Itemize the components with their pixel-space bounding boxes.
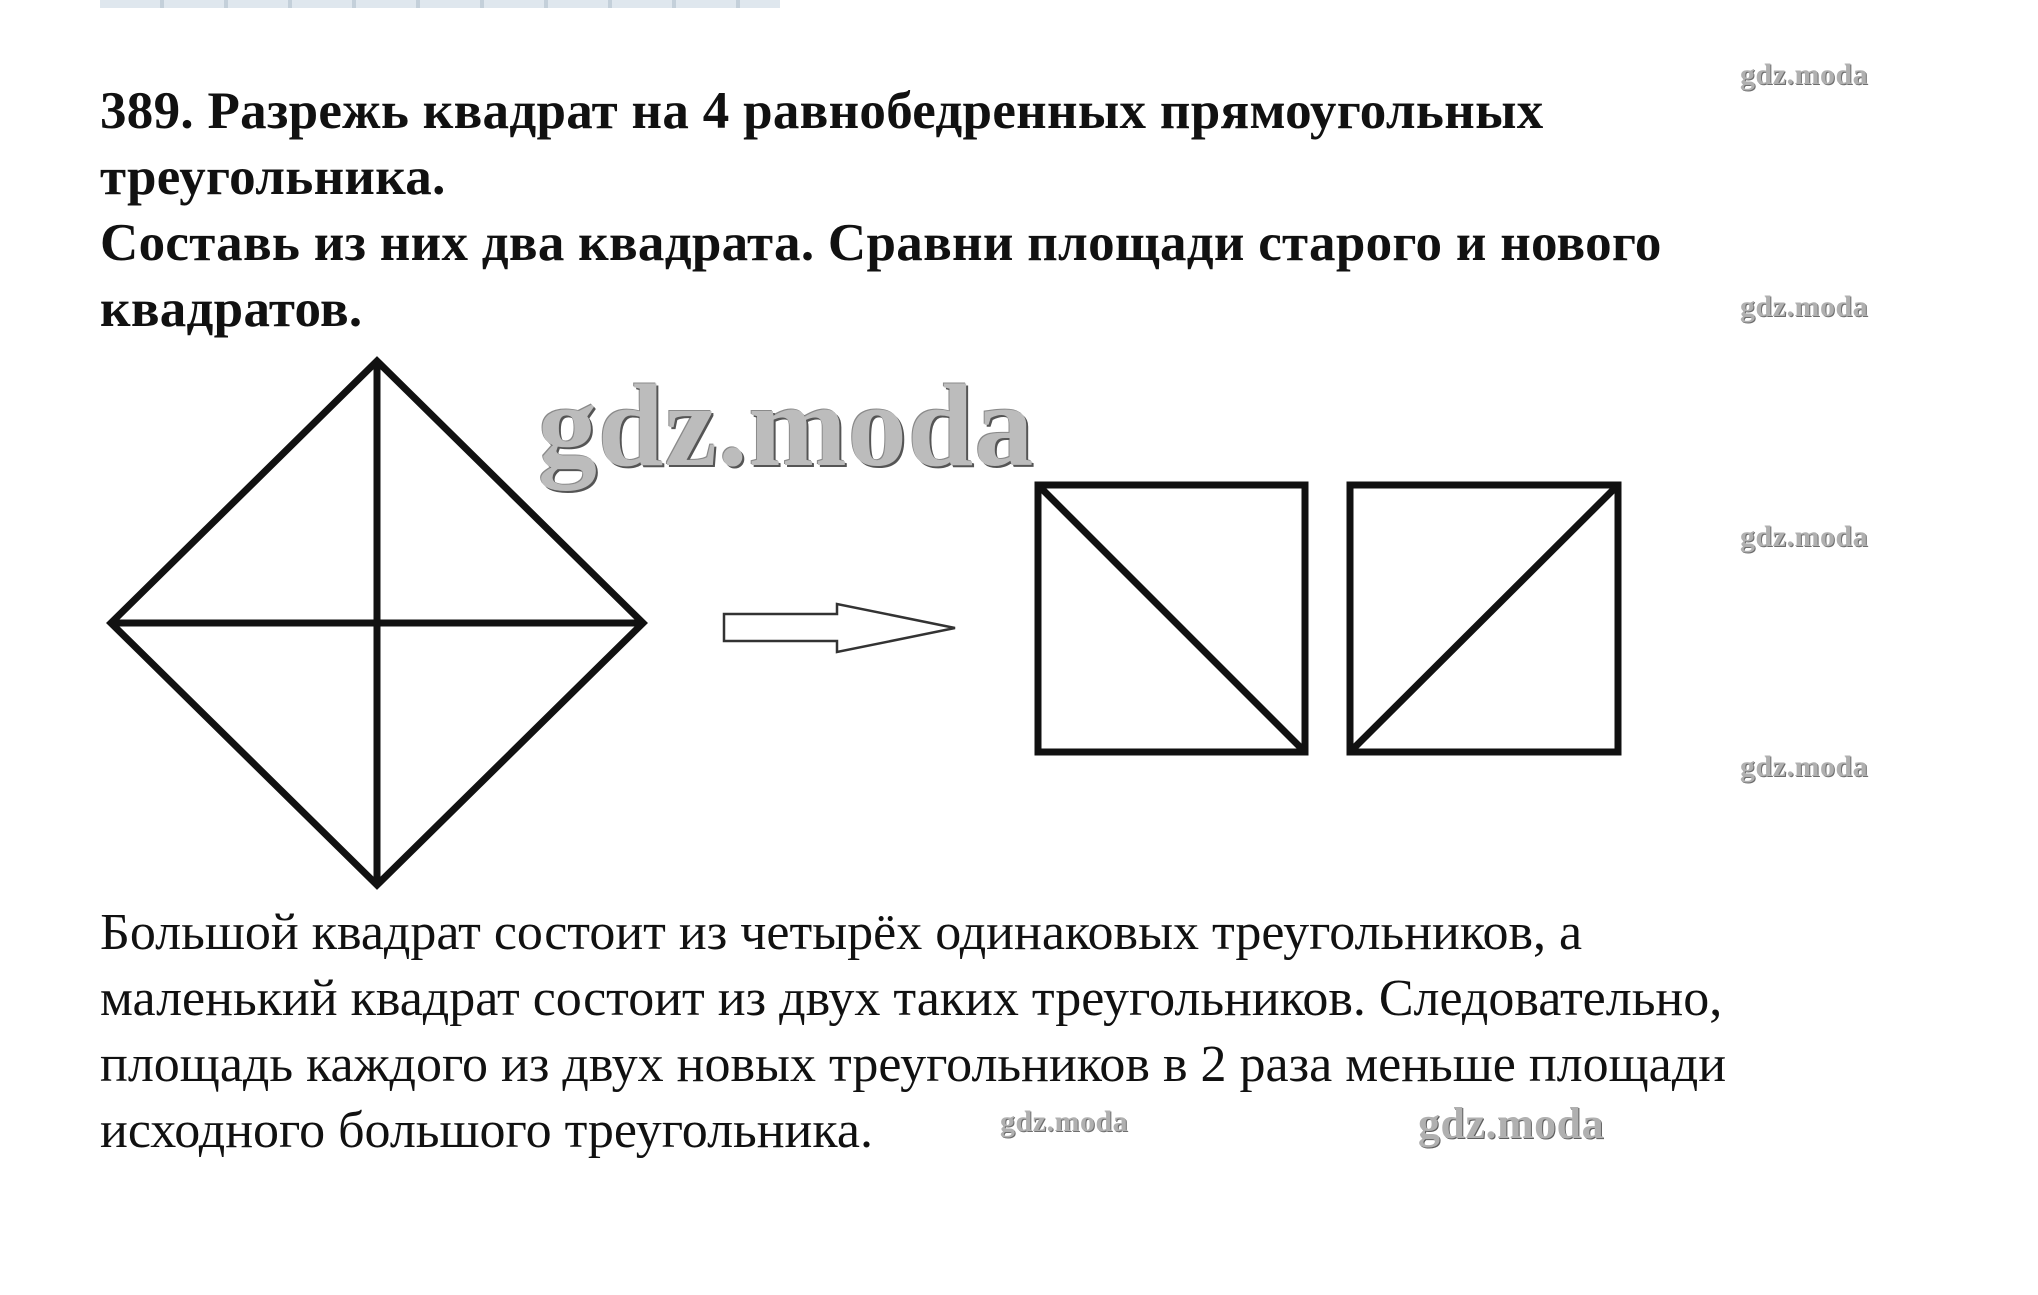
- answer-line-1: Большой квадрат состоит из четырёх одинаковых треугольников, а: [100, 904, 1583, 961]
- small-square-left: [1038, 485, 1305, 752]
- watermark-small-1: gdz.moda: [1740, 58, 1869, 91]
- watermark-medium: gdz.moda: [1418, 1099, 1605, 1148]
- watermark-large: gdz.moda: [538, 360, 1035, 491]
- small-square-right: [1350, 485, 1618, 752]
- watermark-small-3: gdz.moda: [1740, 520, 1869, 553]
- watermark-small-4: gdz.moda: [1740, 750, 1869, 783]
- answer-line-3: площадь каждого из двух новых треугольников в 2 раза меньше площади: [100, 1036, 1727, 1093]
- task-line-1: 389. Разрежь квадрат на 4 равнобедренных прямоугольных: [100, 82, 1544, 140]
- small-square-left-diagonal: [1040, 487, 1303, 750]
- task-line-3: Составь из них два квадрата. Сравни площади старого и нового: [100, 214, 1662, 272]
- answer-line-4: исходного большого треугольника.: [100, 1102, 873, 1159]
- answer-line-2: маленький квадрат состоит из двух таких треугольников. Следовательно,: [100, 970, 1723, 1027]
- task-line-2: треугольника.: [100, 148, 446, 206]
- watermark-small-2: gdz.moda: [1740, 290, 1869, 323]
- transform-arrow: [724, 604, 955, 652]
- answer-text: [100, 900, 1980, 1164]
- small-square-right-diagonal: [1352, 487, 1616, 750]
- task-line-4: квадратов.: [100, 280, 363, 338]
- watermark-small-5: gdz.moda: [1000, 1105, 1129, 1138]
- right-arrow-outline-icon: [724, 604, 955, 652]
